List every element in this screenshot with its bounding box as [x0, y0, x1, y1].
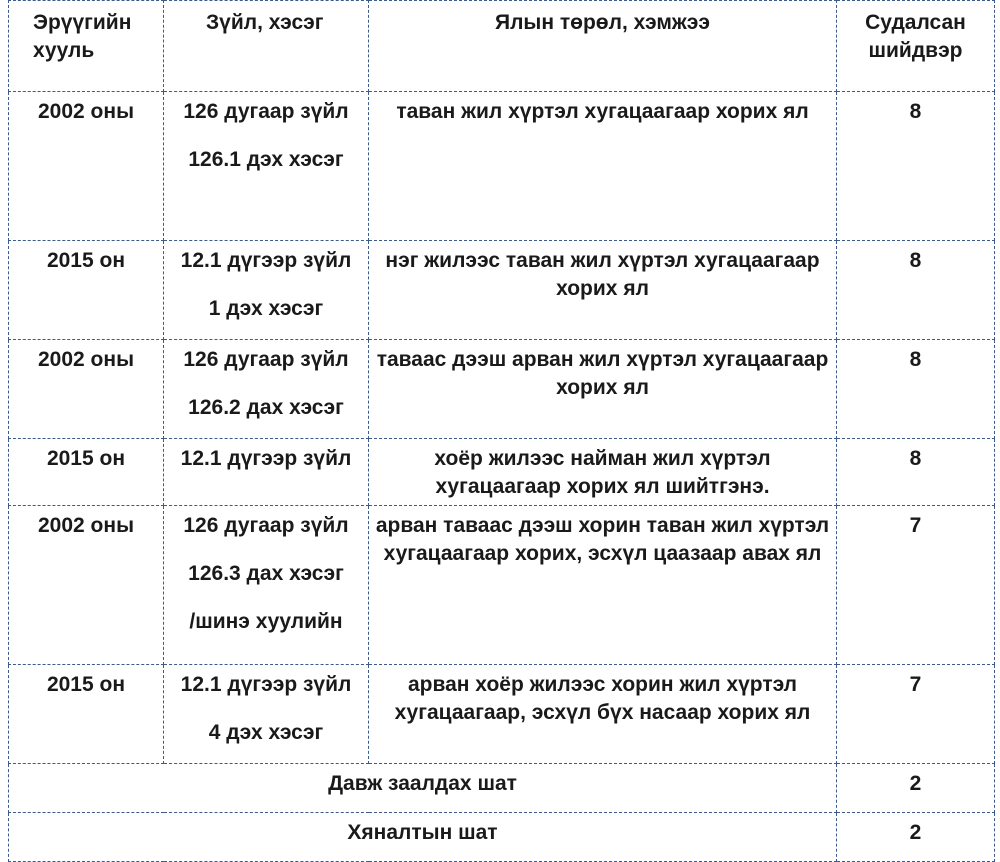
article-cell: [164, 340, 369, 439]
appeal-stage-decisions: 2: [837, 764, 995, 813]
law-cell: 2002 оны: [9, 92, 164, 241]
penalty-cell: арван хоёр жилээс хорин жил хүртэл хугацаагаар, эсхүл бүх насаар хорих ял: [369, 665, 837, 764]
header-row: [9, 1, 995, 92]
article-line: 126.3 дах хэсэг: [188, 562, 344, 585]
article-cell: [164, 439, 369, 506]
header-penalty: Ялын төрөл, хэмжээ: [369, 1, 837, 92]
table-row: [9, 506, 995, 665]
header-criminal-law: [9, 1, 164, 92]
article-line: 1 дэх хэсэг: [208, 297, 324, 320]
decisions-cell: 8: [837, 241, 995, 340]
header-criminal-law-line1: Эрүүгийн: [33, 11, 132, 34]
table-row: [9, 439, 995, 506]
law-cell: 2015 он: [9, 439, 164, 506]
summary-row-supervisory: [9, 813, 995, 862]
law-cell: 2015 он: [9, 665, 164, 764]
header-decisions-line2: шийдвэр: [868, 39, 963, 62]
decisions-cell: 8: [837, 92, 995, 241]
law-cell: 2002 оны: [9, 340, 164, 439]
article-line: 126.1 дэх хэсэг: [188, 148, 344, 171]
header-decisions-line1: Судалсан: [865, 11, 966, 34]
header-criminal-law-line2: хууль: [33, 39, 95, 62]
table-row: [9, 241, 995, 340]
summary-row-appeal: [9, 764, 995, 813]
article-cell: [164, 665, 369, 764]
law-cell: 2002 оны: [9, 506, 164, 665]
appeal-stage-label: Давж заалдах шат: [9, 764, 837, 813]
decisions-cell: 8: [837, 439, 995, 506]
article-line: 126 дугаар зүйл: [183, 348, 349, 371]
decisions-cell: 7: [837, 506, 995, 665]
header-decisions: [837, 1, 995, 92]
law-comparison-table: [8, 0, 995, 862]
penalty-cell: хоёр жилээс найман жил хүртэл хугацаагаар хорих ял шийтгэнэ.: [369, 439, 837, 506]
article-line: 126.2 дах хэсэг: [188, 396, 344, 419]
article-line: 4 дэх хэсэг: [208, 721, 324, 744]
article-cell: [164, 241, 369, 340]
supervisory-stage-label: Хяналтын шат: [9, 813, 837, 862]
article-cell: [164, 506, 369, 665]
article-line: 12.1 дүгээр зүйл: [180, 447, 352, 470]
decisions-cell: 7: [837, 665, 995, 764]
supervisory-stage-decisions: 2: [837, 813, 995, 862]
header-article: Зүйл, хэсэг: [164, 1, 369, 92]
table-row: [9, 340, 995, 439]
penalty-cell: нэг жилээс таван жил хүртэл хугацаагаар хорих ял: [369, 241, 837, 340]
article-cell: [164, 92, 369, 241]
penalty-cell: арван таваас дээш хорин таван жил хүртэл хугацаагаар хорих, эсхүл цаазаар авах ял: [369, 506, 837, 665]
penalty-cell: таваас дээш арван жил хүртэл хугацаагаар хорих ял: [369, 340, 837, 439]
article-line: 126 дугаар зүйл: [183, 100, 349, 123]
penalty-cell: таван жил хүртэл хугацаагаар хорих ял: [369, 92, 837, 241]
article-line: /шинэ хуулийн: [189, 610, 343, 633]
table-row: [9, 92, 995, 241]
table-row: [9, 665, 995, 764]
article-line: 126 дугаар зүйл: [183, 514, 349, 537]
article-line: 12.1 дүгээр зүйл: [180, 249, 352, 272]
article-line: 12.1 дүгээр зүйл: [180, 673, 352, 696]
law-cell: 2015 он: [9, 241, 164, 340]
decisions-cell: 8: [837, 340, 995, 439]
